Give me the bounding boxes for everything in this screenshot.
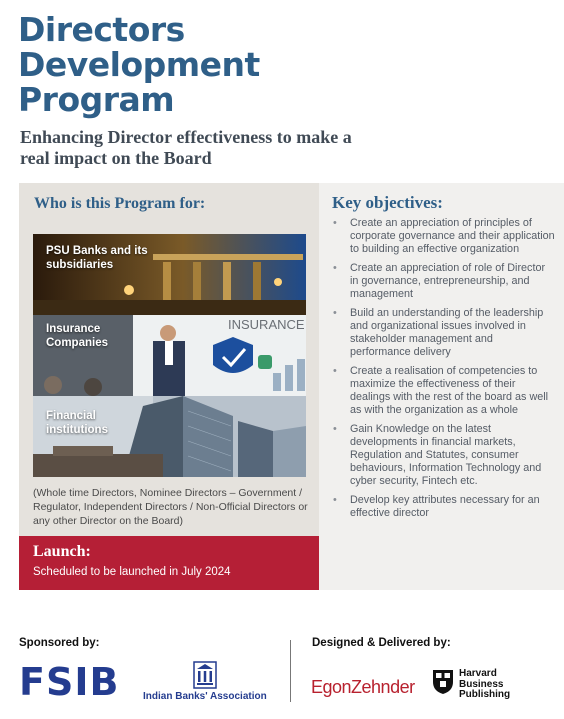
tile-label: PSU Banks and its subsidiaries <box>46 245 148 271</box>
audience-heading: Who is this Program for: <box>34 195 206 212</box>
objectives-heading: Key objectives: <box>332 193 443 212</box>
hbp-line: Publishing <box>459 689 511 700</box>
tile-financial <box>33 396 306 477</box>
objective-item <box>331 307 556 359</box>
objective-item <box>331 217 556 256</box>
fsib-logo: FSIB <box>19 660 120 704</box>
iba-emblem-icon <box>193 661 217 689</box>
objective-text: Develop key attributes necessary for an effective director <box>350 494 540 519</box>
launch-text: Scheduled to be launched in July 2024 <box>33 566 231 578</box>
objective-item <box>331 365 556 417</box>
objective-text: Build an understanding of the leadership and organizational issues involved in stakeholder management and performance delivery <box>350 307 544 358</box>
hbp-line: Harvard <box>459 668 497 679</box>
objective-item <box>331 423 556 488</box>
objectives-list <box>331 217 556 526</box>
title-line: Development <box>18 45 260 84</box>
insurance-sign-text: INSURANCE <box>228 317 305 332</box>
audience-panel <box>19 183 319 536</box>
tile-insurance <box>33 315 306 396</box>
page-title <box>18 12 260 117</box>
bullet-icon: • <box>333 423 337 435</box>
bullet-icon: • <box>333 217 337 229</box>
objective-item <box>331 494 556 520</box>
hbp-logo-text <box>459 669 510 701</box>
bullet-icon: • <box>333 307 337 319</box>
title-line: Program <box>18 80 175 119</box>
sponsored-label: Sponsored by: <box>19 637 100 649</box>
objective-text: Gain Knowledge on the latest developments in financial markets, Regulation and Statutes, consumer behaviours, Information Technology and cyber security, Fintech etc. <box>350 423 542 487</box>
tile-label: Insurance Companies <box>46 323 108 349</box>
objective-text: Create a realisation of competencies to maximize the effectiveness of their dealings with the rest of the board as well as with the organization as a whole <box>350 365 549 416</box>
tile-label: Financial institutions <box>46 410 108 436</box>
objective-text: Create an appreciation of role of Director in governance, entrepreneurship, and management <box>350 262 546 300</box>
audience-note: (Whole time Directors, Nominee Directors – Government / Regulator, Independent Directors / Non-Official Directors or any other Director on the Board) <box>33 487 308 527</box>
objectives-panel <box>319 183 564 590</box>
footer-divider <box>290 640 291 702</box>
bullet-icon: • <box>333 365 337 377</box>
bullet-icon: • <box>333 262 337 274</box>
iba-logo-text: Indian Banks' Association <box>143 691 267 702</box>
launch-banner <box>19 536 319 590</box>
launch-title: Launch: <box>33 543 91 560</box>
tile-psu-banks <box>33 234 306 315</box>
bullet-icon: • <box>333 494 337 506</box>
harvard-shield-icon <box>432 669 454 695</box>
objective-text: Create an appreciation of principles of corporate governance and their application to building an effective organization <box>350 217 555 255</box>
hbp-line: Business <box>459 678 504 690</box>
title-line: Directors <box>18 10 185 49</box>
egon-zehnder-logo: EgonZehnder <box>311 677 415 697</box>
page-subtitle: Enhancing Director effectiveness to make a real impact on the Board <box>20 127 352 168</box>
objective-item <box>331 262 556 301</box>
designed-label: Designed & Delivered by: <box>312 637 451 649</box>
